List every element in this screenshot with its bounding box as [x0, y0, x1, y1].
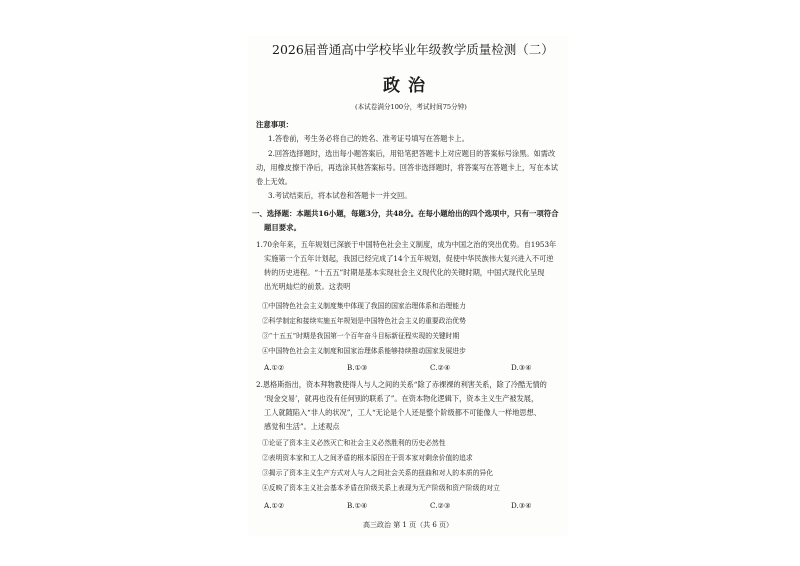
q1-choice-d: D.③④	[511, 363, 532, 372]
score-time-note: (本试卷满分100分，考试时间75分钟)	[355, 103, 467, 111]
q2-option: ③揭示了资本主义生产方式对人与人之间社会关系的扭曲和对人的本质的异化	[262, 469, 494, 477]
q2-stem-line: ‘现金交易’，就再也没有任何别的联系了”。在资本物化逻辑下，资本主义生产被发展，	[264, 394, 539, 403]
q2-choice-a: A.①②	[264, 501, 285, 510]
q1-option: ①中国特色社会主义制度集中体现了我国的国家治理体系和治理能力	[262, 302, 466, 310]
q1-choice-a: A.①②	[264, 363, 285, 372]
q2-option: ①论证了资本主义必然灭亡和社会主义必然胜利的历史必然性	[262, 439, 446, 447]
q1-option: ④中国特色社会主义制度和国家治理体系能够持续推动国家发展进步	[262, 347, 466, 355]
notice-item: 1.答卷前，考生务必将自己的姓名、准考证号填写在答题卡上。	[268, 134, 469, 143]
subject-heading: 政治	[383, 76, 433, 96]
q1-choice-b: B.①③	[347, 363, 368, 372]
q2-option: ②表明资本家和工人之间矛盾的根本原因在于资本家对剩余价值的追求	[262, 454, 473, 462]
q2-choice-c: C.②③	[430, 501, 451, 510]
page-footer: 高三政治 第 1 页（共 6 页）	[362, 521, 454, 529]
q2-option: ④反映了资本主义社会基本矛盾在阶级关系上表现为无产阶级和资产阶级的对立	[262, 484, 500, 492]
q2-choice-d: D.③④	[511, 501, 532, 510]
q1-choice-c: C.②④	[430, 363, 451, 372]
section-heading-cont: 题目要求。	[264, 223, 301, 232]
q1-option: ②科学制定和接续实施五年规划是中国特色社会主义的重要政治优势	[262, 317, 466, 325]
q2-stem-line: 感觉和生活”。上述观点	[264, 422, 340, 431]
q2-choice-b: B.①④	[347, 501, 368, 510]
notice-heading: 注意事项：	[256, 120, 293, 129]
notice-item: 动，用橡皮擦干净后，再选涂其他答案标号。回答非选择题时，将答案写在答题卡上，写在本试	[256, 163, 558, 172]
notice-item: 2.回答选择题时，选出每小题答案后，用铅笔把答题卡上对应题目的答案标号涂黑。如需改	[268, 149, 556, 158]
q1-stem-line: 转的历史进程。“十五五”时期是基本实现社会主义现代化的关键时期，中国式现代化呈现	[264, 268, 545, 277]
q2-stem-line: 工人就随陷入“非人的状况”，工人“无论是个人还是整个阶级都不可能像人一样地思想、	[264, 408, 541, 417]
section-heading: 一、选择题：本题共16小题，每题3分，共48分。在每小题给出的四个选项中，只有一项符合	[252, 209, 559, 218]
q1-option: ③“十五五”时期是我国第一个百年奋斗目标新征程实现的关键时期	[262, 332, 460, 340]
notice-item: 3.考试结束后，将本试卷和答题卡一并交回。	[268, 191, 412, 200]
q1-stem-line: 出光明灿烂的前景。这表明	[264, 282, 351, 291]
notice-item: 卷上无效。	[256, 177, 292, 186]
q1-stem-line: 1.70余年来，五年规划已深嵌于中国特色社会主义制度，成为中国之治的突出优势。自1953年	[256, 240, 557, 249]
q2-stem-line: 2.恩格斯指出，资本拜物教使得人与人之间的关系“除了赤裸裸的利害关系，除了冷酷无情的	[256, 380, 547, 389]
q1-stem-line: 实施第一个五年计划起，我国已经完成了14个五年规划，促使中华民族伟大复兴进入不可逆	[264, 254, 554, 263]
exam-title: 2026届普通高中学校毕业年级教学质量检测（二）	[272, 42, 554, 57]
